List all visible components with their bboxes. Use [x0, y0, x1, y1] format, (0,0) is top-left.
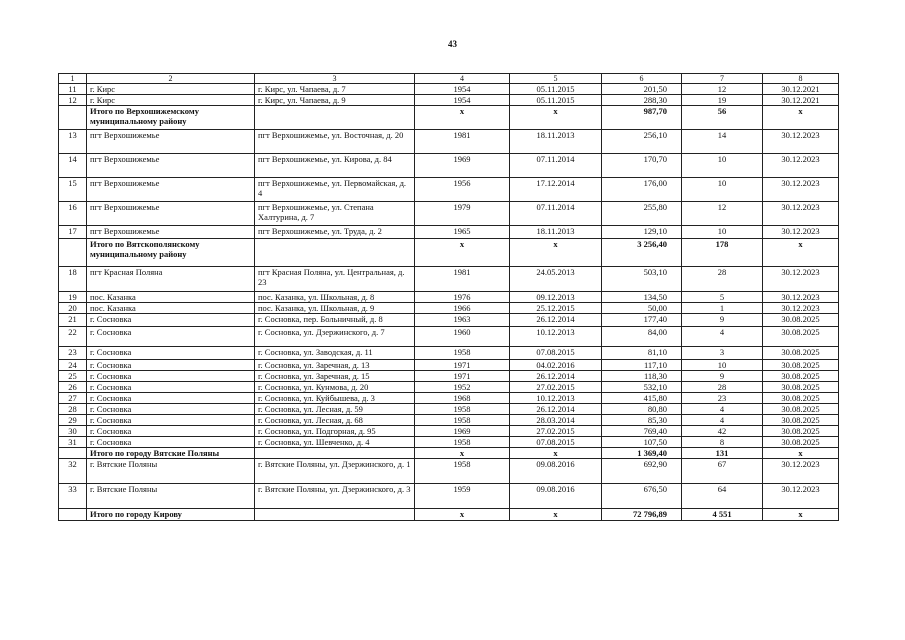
date-cell: 27.02.2015: [510, 426, 602, 437]
settlement-cell: г. Сосновка: [87, 327, 255, 347]
settlement-cell: пос. Казанка: [87, 292, 255, 303]
table-row: [59, 314, 839, 327]
deadline-cell: 30.08.2025: [763, 360, 839, 371]
residents-cell: 28: [682, 267, 763, 292]
year-built-cell: 1968: [415, 393, 510, 404]
area-cell: 987,70: [602, 106, 682, 130]
year-built-cell: 1960: [415, 327, 510, 347]
area-cell: 769,40: [602, 426, 682, 437]
table-row: [59, 347, 839, 360]
address-cell: [255, 106, 415, 130]
row-number-cell: [59, 448, 87, 459]
settlement-cell: г. Сосновка: [87, 415, 255, 426]
row-number-cell: 25: [59, 371, 87, 382]
row-number-cell: [59, 239, 87, 267]
settlement-cell: г. Сосновка: [87, 426, 255, 437]
settlement-cell: Итого по городу Кирову: [87, 509, 255, 521]
date-cell: х: [510, 448, 602, 459]
residents-cell: 9: [682, 371, 763, 382]
table-row: [59, 459, 839, 484]
column-number-6: 6: [602, 74, 682, 84]
year-built-cell: 1981: [415, 267, 510, 292]
residents-cell: 10: [682, 154, 763, 178]
area-cell: 176,00: [602, 178, 682, 202]
residents-cell: 9: [682, 314, 763, 327]
date-cell: 05.11.2015: [510, 95, 602, 106]
address-cell: г. Сосновка, ул. Куйбышева, д. 3: [255, 393, 415, 404]
address-cell: г. Кирс, ул. Чапаева, д. 7: [255, 84, 415, 95]
area-cell: 72 796,89: [602, 509, 682, 521]
year-built-cell: 1956: [415, 178, 510, 202]
settlement-cell: г. Кирс: [87, 84, 255, 95]
year-built-cell: 1966: [415, 303, 510, 314]
total-row: [59, 509, 839, 521]
column-number-4: 4: [415, 74, 510, 84]
column-number-2: 2: [87, 74, 255, 84]
row-number-cell: [59, 106, 87, 130]
deadline-cell: 30.12.2023: [763, 459, 839, 484]
table-row: [59, 371, 839, 382]
table-row: [59, 426, 839, 437]
area-cell: 3 256,40: [602, 239, 682, 267]
residents-cell: 10: [682, 360, 763, 371]
deadline-cell: 30.12.2023: [763, 178, 839, 202]
date-cell: 24.05.2013: [510, 267, 602, 292]
deadline-cell: х: [763, 239, 839, 267]
settlement-cell: г. Вятские Поляны: [87, 484, 255, 509]
date-cell: 09.08.2016: [510, 484, 602, 509]
area-cell: 288,30: [602, 95, 682, 106]
address-cell: г. Сосновка, ул. Заречная, д. 15: [255, 371, 415, 382]
settlement-cell: Итого по городу Вятские Поляны: [87, 448, 255, 459]
deadline-cell: 30.08.2025: [763, 347, 839, 360]
residents-cell: 12: [682, 202, 763, 226]
date-cell: 05.11.2015: [510, 84, 602, 95]
table-row: [59, 382, 839, 393]
deadline-cell: 30.12.2023: [763, 292, 839, 303]
table-row: [59, 178, 839, 202]
settlement-cell: пгт Верхошижемье: [87, 202, 255, 226]
column-number-1: 1: [59, 74, 87, 84]
address-cell: г. Вятские Поляны, ул. Дзержинского, д. 3: [255, 484, 415, 509]
settlement-cell: г. Кирс: [87, 95, 255, 106]
address-cell: пгт Верхошижемье, ул. Труда, д. 2: [255, 226, 415, 239]
area-cell: 256,10: [602, 130, 682, 154]
address-cell: пос. Казанка, ул. Школьная, д. 8: [255, 292, 415, 303]
settlement-cell: г. Сосновка: [87, 360, 255, 371]
settlement-cell: г. Сосновка: [87, 371, 255, 382]
address-cell: г. Сосновка, ул. Заводская, д. 11: [255, 347, 415, 360]
area-cell: 81,10: [602, 347, 682, 360]
deadline-cell: 30.12.2021: [763, 84, 839, 95]
settlement-cell: Итого по Вятскополянскому муниципальному району: [87, 239, 255, 267]
deadline-cell: 30.08.2025: [763, 327, 839, 347]
total-row: [59, 448, 839, 459]
row-number-cell: 21: [59, 314, 87, 327]
date-cell: х: [510, 239, 602, 267]
residents-cell: 4: [682, 327, 763, 347]
deadline-cell: 30.12.2023: [763, 484, 839, 509]
table-row: [59, 360, 839, 371]
date-cell: 07.11.2014: [510, 154, 602, 178]
residents-cell: 14: [682, 130, 763, 154]
deadline-cell: 30.08.2025: [763, 382, 839, 393]
year-built-cell: 1965: [415, 226, 510, 239]
deadline-cell: х: [763, 448, 839, 459]
housing-table: [58, 73, 839, 521]
row-number-cell: 13: [59, 130, 87, 154]
settlement-cell: г. Сосновка: [87, 382, 255, 393]
address-cell: г. Сосновка, ул. Подгорная, д. 95: [255, 426, 415, 437]
area-cell: 129,10: [602, 226, 682, 239]
date-cell: 18.11.2013: [510, 130, 602, 154]
year-built-cell: 1969: [415, 426, 510, 437]
residents-cell: 4: [682, 404, 763, 415]
table-row: [59, 130, 839, 154]
deadline-cell: 30.08.2025: [763, 393, 839, 404]
row-number-cell: 29: [59, 415, 87, 426]
row-number-cell: 28: [59, 404, 87, 415]
row-number-cell: 20: [59, 303, 87, 314]
year-built-cell: 1969: [415, 154, 510, 178]
date-cell: 18.11.2013: [510, 226, 602, 239]
row-number-cell: 18: [59, 267, 87, 292]
date-cell: 09.12.2013: [510, 292, 602, 303]
address-cell: пгт Верхошижемье, ул. Степана Халтурина, д. 7: [255, 202, 415, 226]
year-built-cell: 1959: [415, 484, 510, 509]
address-cell: г. Сосновка, ул. Лесная, д. 68: [255, 415, 415, 426]
address-cell: г. Кирс, ул. Чапаева, д. 9: [255, 95, 415, 106]
year-built-cell: х: [415, 448, 510, 459]
table-row: [59, 303, 839, 314]
date-cell: 10.12.2013: [510, 393, 602, 404]
row-number-cell: 14: [59, 154, 87, 178]
area-cell: 532,10: [602, 382, 682, 393]
date-cell: 26.12.2014: [510, 314, 602, 327]
year-built-cell: 1954: [415, 84, 510, 95]
address-cell: пгт Верхошижемье, ул. Восточная, д. 20: [255, 130, 415, 154]
residents-cell: 3: [682, 347, 763, 360]
settlement-cell: пгт Красная Поляна: [87, 267, 255, 292]
residents-cell: 42: [682, 426, 763, 437]
row-number-cell: [59, 509, 87, 521]
row-number-cell: 16: [59, 202, 87, 226]
settlement-cell: Итого по Верхошижемскому муниципальному району: [87, 106, 255, 130]
table-row: [59, 292, 839, 303]
page-number: 43: [448, 39, 457, 49]
deadline-cell: 30.08.2025: [763, 426, 839, 437]
area-cell: 80,80: [602, 404, 682, 415]
year-built-cell: 1958: [415, 415, 510, 426]
deadline-cell: 30.12.2021: [763, 95, 839, 106]
deadline-cell: 30.08.2025: [763, 404, 839, 415]
year-built-cell: 1958: [415, 459, 510, 484]
deadline-cell: х: [763, 106, 839, 130]
row-number-cell: 33: [59, 484, 87, 509]
year-built-cell: 1958: [415, 437, 510, 448]
deadline-cell: х: [763, 509, 839, 521]
date-cell: 10.12.2013: [510, 327, 602, 347]
table-row: [59, 437, 839, 448]
deadline-cell: 30.08.2025: [763, 415, 839, 426]
settlement-cell: пгт Верхошижемье: [87, 226, 255, 239]
address-cell: г. Сосновка, ул. Заречная, д. 13: [255, 360, 415, 371]
address-cell: г. Сосновка, ул. Кунмова, д. 20: [255, 382, 415, 393]
row-number-cell: 26: [59, 382, 87, 393]
year-built-cell: 1958: [415, 404, 510, 415]
settlement-cell: пос. Казанка: [87, 303, 255, 314]
row-number-cell: 24: [59, 360, 87, 371]
row-number-cell: 22: [59, 327, 87, 347]
settlement-cell: г. Сосновка: [87, 347, 255, 360]
deadline-cell: 30.12.2023: [763, 130, 839, 154]
residents-cell: 10: [682, 178, 763, 202]
row-number-cell: 31: [59, 437, 87, 448]
settlement-cell: пгт Верхошижемье: [87, 154, 255, 178]
area-cell: 134,50: [602, 292, 682, 303]
table-row: [59, 95, 839, 106]
column-number-3: 3: [255, 74, 415, 84]
table-row: [59, 84, 839, 95]
address-cell: г. Сосновка, пер. Больничный, д. 8: [255, 314, 415, 327]
address-cell: [255, 509, 415, 521]
year-built-cell: х: [415, 509, 510, 521]
year-built-cell: 1971: [415, 360, 510, 371]
date-cell: 07.08.2015: [510, 347, 602, 360]
area-cell: 85,30: [602, 415, 682, 426]
settlement-cell: г. Сосновка: [87, 437, 255, 448]
area-cell: 117,10: [602, 360, 682, 371]
area-cell: 118,30: [602, 371, 682, 382]
row-number-cell: 15: [59, 178, 87, 202]
residents-cell: 5: [682, 292, 763, 303]
address-cell: [255, 448, 415, 459]
area-cell: 255,80: [602, 202, 682, 226]
year-built-cell: 1958: [415, 347, 510, 360]
date-cell: 09.08.2016: [510, 459, 602, 484]
date-cell: 27.02.2015: [510, 382, 602, 393]
table-row: [59, 404, 839, 415]
area-cell: 177,40: [602, 314, 682, 327]
date-cell: 26.12.2014: [510, 371, 602, 382]
address-cell: [255, 239, 415, 267]
year-built-cell: 1981: [415, 130, 510, 154]
date-cell: 28.03.2014: [510, 415, 602, 426]
year-built-cell: 1979: [415, 202, 510, 226]
area-cell: 1 369,40: [602, 448, 682, 459]
residents-cell: 28: [682, 382, 763, 393]
settlement-cell: г. Сосновка: [87, 404, 255, 415]
settlement-cell: пгт Верхошижемье: [87, 178, 255, 202]
row-number-cell: 11: [59, 84, 87, 95]
date-cell: 25.12.2015: [510, 303, 602, 314]
area-cell: 503,10: [602, 267, 682, 292]
table-row: [59, 393, 839, 404]
date-cell: 04.02.2016: [510, 360, 602, 371]
column-number-8: 8: [763, 74, 839, 84]
area-cell: 84,00: [602, 327, 682, 347]
residents-cell: 4: [682, 415, 763, 426]
row-number-cell: 12: [59, 95, 87, 106]
table-row: [59, 415, 839, 426]
address-cell: пгт Красная Поляна, ул. Центральная, д. 23: [255, 267, 415, 292]
year-built-cell: 1954: [415, 95, 510, 106]
date-cell: 26.12.2014: [510, 404, 602, 415]
row-number-cell: 23: [59, 347, 87, 360]
address-cell: г. Сосновка, ул. Шевченко, д. 4: [255, 437, 415, 448]
residents-cell: 64: [682, 484, 763, 509]
date-cell: х: [510, 106, 602, 130]
residents-cell: 4 551: [682, 509, 763, 521]
table-body: [59, 74, 839, 521]
deadline-cell: 30.08.2025: [763, 371, 839, 382]
year-built-cell: х: [415, 106, 510, 130]
settlement-cell: г. Вятские Поляны: [87, 459, 255, 484]
row-number-cell: 17: [59, 226, 87, 239]
row-number-cell: 32: [59, 459, 87, 484]
residents-cell: 12: [682, 84, 763, 95]
date-cell: 07.11.2014: [510, 202, 602, 226]
residents-cell: 131: [682, 448, 763, 459]
area-cell: 692,90: [602, 459, 682, 484]
table-row: [59, 327, 839, 347]
deadline-cell: 30.12.2023: [763, 202, 839, 226]
residents-cell: 178: [682, 239, 763, 267]
residents-cell: 10: [682, 226, 763, 239]
settlement-cell: г. Сосновка: [87, 393, 255, 404]
column-number-5: 5: [510, 74, 602, 84]
year-built-cell: 1971: [415, 371, 510, 382]
year-built-cell: 1976: [415, 292, 510, 303]
settlement-cell: пгт Верхошижемье: [87, 130, 255, 154]
total-row: [59, 106, 839, 130]
table-row: [59, 154, 839, 178]
date-cell: х: [510, 509, 602, 521]
address-cell: пос. Казанка, ул. Школьная, д. 9: [255, 303, 415, 314]
table-row: [59, 202, 839, 226]
residents-cell: 23: [682, 393, 763, 404]
address-cell: г. Сосновка, ул. Дзержинского, д. 7: [255, 327, 415, 347]
address-cell: г. Вятские Поляны, ул. Дзержинского, д. 1: [255, 459, 415, 484]
row-number-cell: 27: [59, 393, 87, 404]
deadline-cell: 30.12.2023: [763, 303, 839, 314]
row-number-cell: 30: [59, 426, 87, 437]
year-built-cell: 1952: [415, 382, 510, 393]
area-cell: 201,50: [602, 84, 682, 95]
area-cell: 107,50: [602, 437, 682, 448]
table-row: [59, 267, 839, 292]
deadline-cell: 30.08.2025: [763, 314, 839, 327]
year-built-cell: 1963: [415, 314, 510, 327]
total-row: [59, 239, 839, 267]
table-row: [59, 226, 839, 239]
deadline-cell: 30.12.2023: [763, 226, 839, 239]
area-cell: 415,80: [602, 393, 682, 404]
area-cell: 50,00: [602, 303, 682, 314]
residents-cell: 1: [682, 303, 763, 314]
date-cell: 07.08.2015: [510, 437, 602, 448]
residents-cell: 19: [682, 95, 763, 106]
deadline-cell: 30.12.2023: [763, 267, 839, 292]
residents-cell: 56: [682, 106, 763, 130]
settlement-cell: г. Сосновка: [87, 314, 255, 327]
column-number-7: 7: [682, 74, 763, 84]
area-cell: 676,50: [602, 484, 682, 509]
address-cell: г. Сосновка, ул. Лесная, д. 59: [255, 404, 415, 415]
year-built-cell: х: [415, 239, 510, 267]
table-row: [59, 484, 839, 509]
header-row: [59, 74, 839, 84]
date-cell: 17.12.2014: [510, 178, 602, 202]
residents-cell: 8: [682, 437, 763, 448]
area-cell: 170,70: [602, 154, 682, 178]
deadline-cell: 30.12.2023: [763, 154, 839, 178]
address-cell: пгт Верхошижемье, ул. Первомайская, д. 4: [255, 178, 415, 202]
row-number-cell: 19: [59, 292, 87, 303]
residents-cell: 67: [682, 459, 763, 484]
address-cell: пгт Верхошижемье, ул. Кирова, д. 84: [255, 154, 415, 178]
deadline-cell: 30.08.2025: [763, 437, 839, 448]
